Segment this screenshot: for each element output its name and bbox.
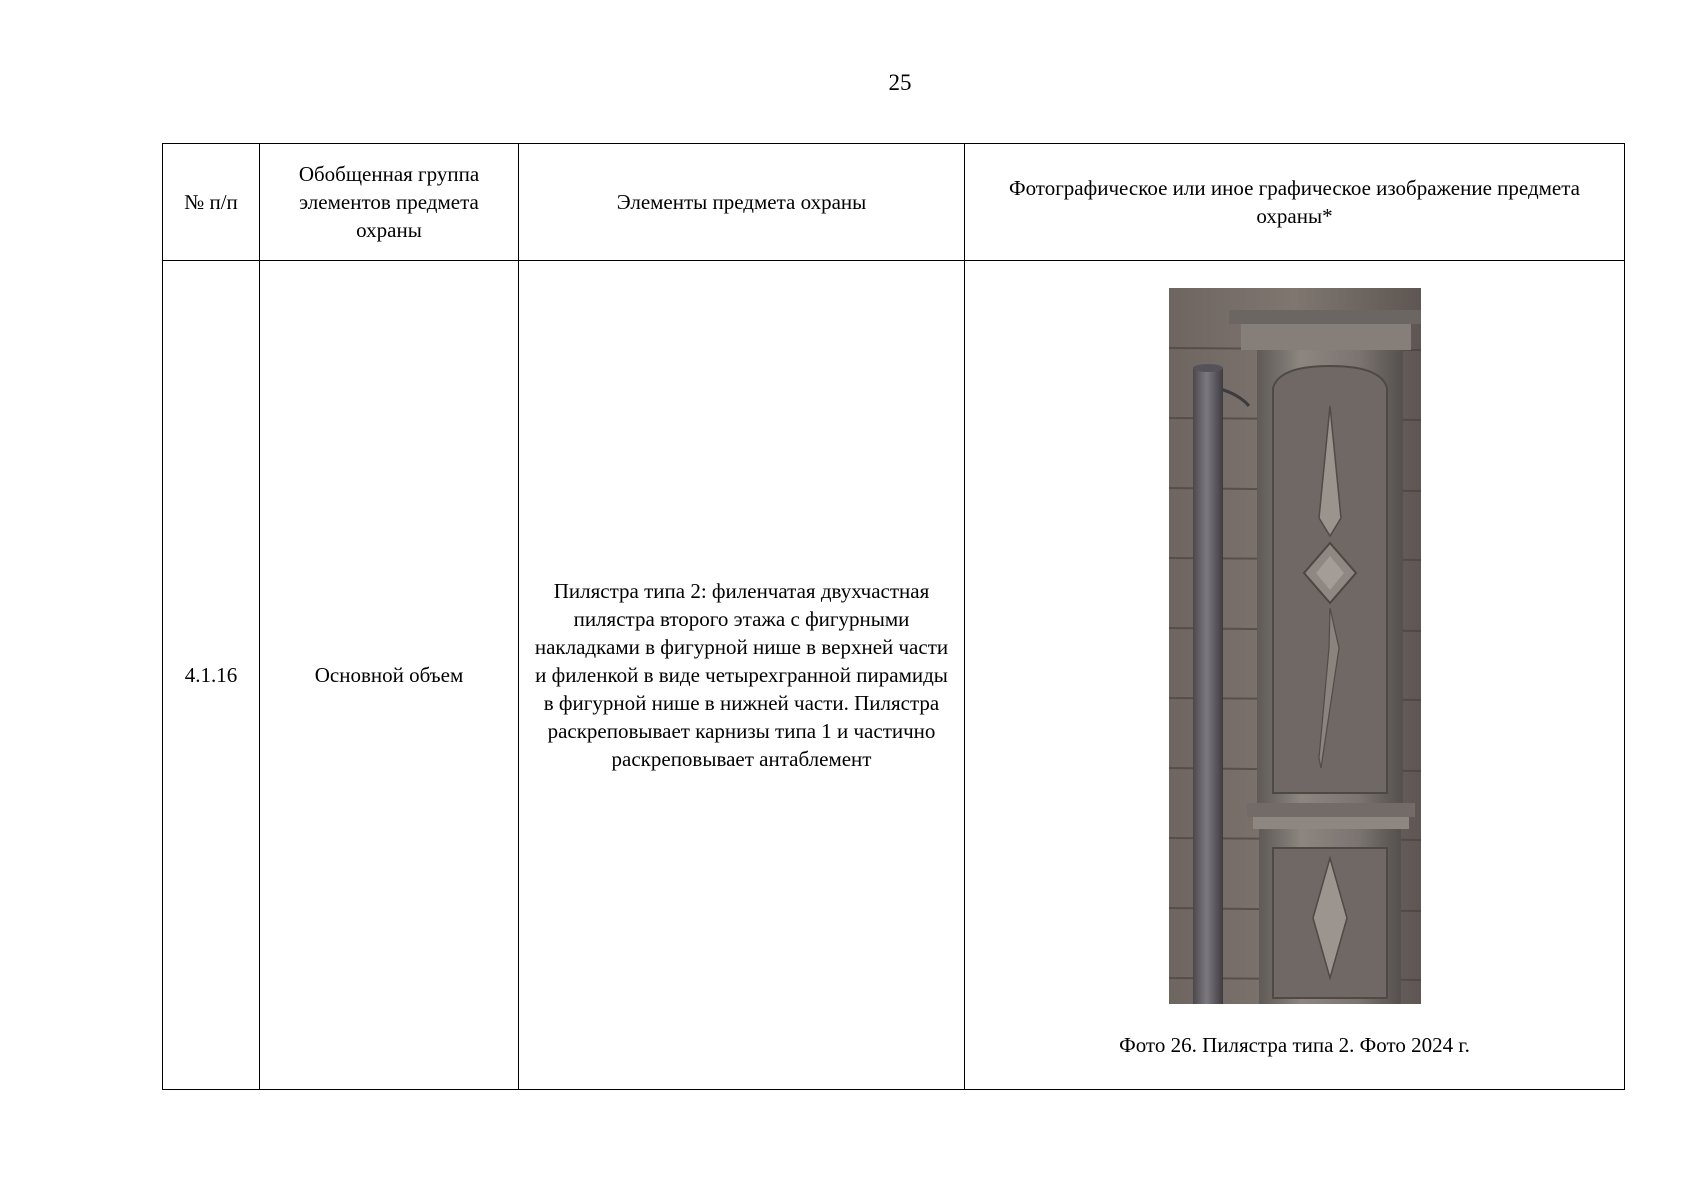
row-number: 4.1.16: [163, 261, 260, 1090]
protection-table: [162, 143, 1625, 1090]
header-group: Обобщенная группа элементов предмета охраны: [260, 144, 519, 261]
row-description: Пилястра типа 2: филенчатая двухчастная пилястра второго этажа с фигурными накладками в фигурной нише в верхней части и филенкой в виде четырехгранной пирамиды в фигурной нише в нижней части. Пилястра раскреповывает карнизы типа 1 и частично раскреповывает антаблемент: [519, 261, 965, 1090]
page-number: [0, 70, 1698, 96]
row-photo-cell: [965, 261, 1625, 1090]
row-group: Основной объем: [260, 261, 519, 1090]
header-image: Фотографическое или иное графическое изображение предмета охраны*: [965, 144, 1625, 261]
header-elements: Элементы предмета охраны: [519, 144, 965, 261]
page-number-text: 25: [888, 70, 912, 95]
header-number: № п/п: [163, 144, 260, 261]
table-header-row: [163, 144, 1625, 261]
pilaster-photo: [1169, 288, 1421, 1004]
photo-caption: Фото 26. Пилястра типа 2. Фото 2024 г.: [1119, 1033, 1470, 1057]
table-row: [163, 261, 1625, 1090]
